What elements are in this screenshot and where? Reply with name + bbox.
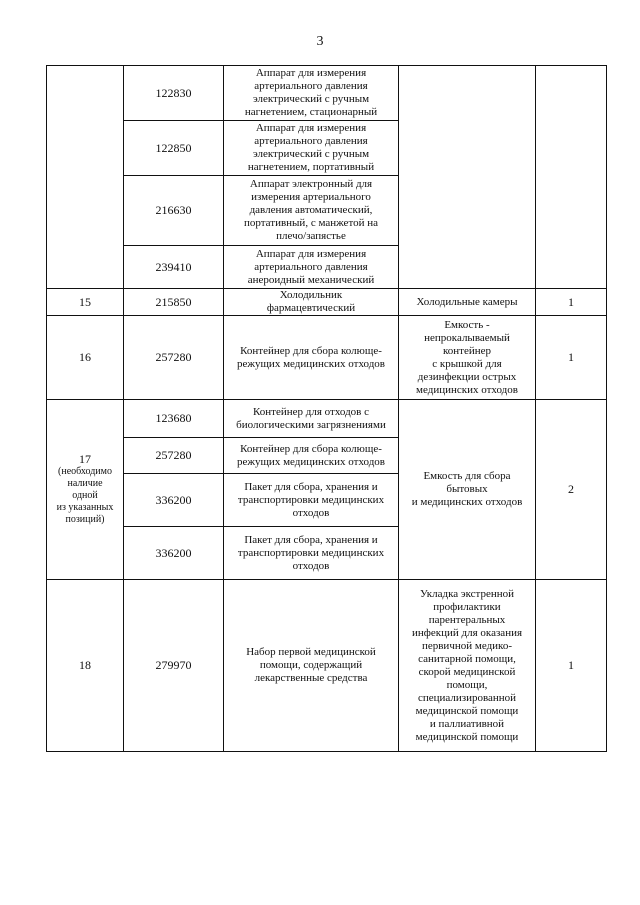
num-cell: 17 (необходимо наличие одной из указанных позиций) — [47, 400, 124, 580]
equipment-cell: Укладка экстренной профилактики парентеральных инфекций для оказания первичной медико- санитарной помощи, скорой медицинской помощи, специализированной медицинской помощи и паллиативной медицинской помощи — [399, 580, 536, 752]
code-cell: 257280 — [124, 316, 224, 400]
equipment-cell: Холодильные камеры — [399, 289, 536, 316]
num-cell: 18 — [47, 580, 124, 752]
table-row — [47, 580, 607, 752]
code-cell: 123680 — [124, 400, 224, 438]
page-number: 3 — [316, 34, 324, 49]
name-cell: Контейнер для сбора колюще- режущих медицинских отходов — [224, 438, 399, 474]
num-cell: 15 — [47, 289, 124, 316]
name-cell: Аппарат для измерения артериального давления электрический с ручным нагнетением, стационарный — [224, 66, 399, 121]
name-cell: Аппарат для измерения артериального давления анероидный механический — [224, 246, 399, 289]
code-cell: 216630 — [124, 176, 224, 246]
table-row — [47, 316, 607, 400]
code-cell: 257280 — [124, 438, 224, 474]
qty-cell: 1 — [536, 316, 607, 400]
num-cell — [47, 66, 124, 289]
code-cell: 336200 — [124, 527, 224, 580]
name-cell: Аппарат для измерения артериального давления электрический с ручным нагнетением, портативный — [224, 121, 399, 176]
qty-cell: 2 — [536, 400, 607, 580]
equipment-cell — [399, 66, 536, 289]
name-cell: Пакет для сбора, хранения и транспортировки медицинских отходов — [224, 527, 399, 580]
table-row — [47, 400, 607, 438]
code-cell: 215850 — [124, 289, 224, 316]
name-cell: Набор первой медицинской помощи, содержащий лекарственные средства — [224, 580, 399, 752]
qty-cell: 1 — [536, 580, 607, 752]
equipment-cell: Емкость - непрокалываемый контейнер с крышкой для дезинфекции острых медицинских отходов — [399, 316, 536, 400]
code-cell: 279970 — [124, 580, 224, 752]
name-cell: Контейнер для отходов с биологическими загрязнениями — [224, 400, 399, 438]
qty-cell: 1 — [536, 289, 607, 316]
equipment-cell: Емкость для сбора бытовых и медицинских отходов — [399, 400, 536, 580]
code-cell: 122830 — [124, 66, 224, 121]
code-cell: 239410 — [124, 246, 224, 289]
code-cell: 336200 — [124, 474, 224, 527]
name-cell: Пакет для сбора, хранения и транспортировки медицинских отходов — [224, 474, 399, 527]
name-cell: Холодильник фармацевтический — [224, 289, 399, 316]
name-cell: Аппарат электронный для измерения артериального давления автоматический, портативный, с манжетой на плечо/запястье — [224, 176, 399, 246]
code-cell: 122850 — [124, 121, 224, 176]
equipment-table — [46, 65, 607, 752]
qty-cell — [536, 66, 607, 289]
table-row — [47, 66, 607, 121]
num-cell: 16 — [47, 316, 124, 400]
table-row — [47, 289, 607, 316]
name-cell: Контейнер для сбора колюще- режущих медицинских отходов — [224, 316, 399, 400]
